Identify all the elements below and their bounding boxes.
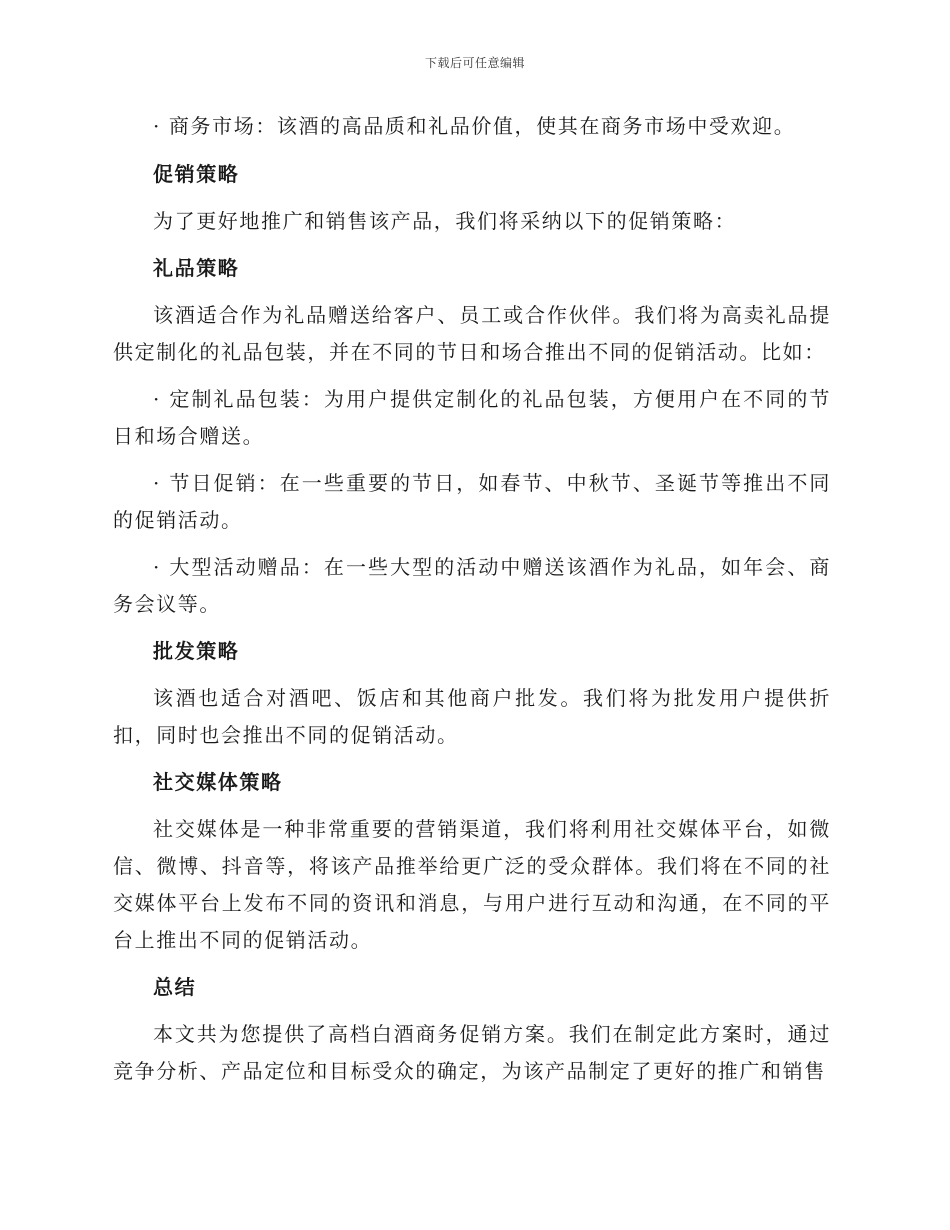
heading-wholesale-strategy: 批发策略 <box>153 639 240 663</box>
paragraph-holiday-promotion: · 节日促销：在一些重要的节日，如春节、中秋节、圣诞节等推出不同的促销活动。 <box>113 471 831 532</box>
heading-promotion-strategy: 促销策略 <box>153 162 240 186</box>
paragraph-event-gifts: · 大型活动赠品：在一些大型的活动中赠送该酒作为礼品，如年会、商务会议等。 <box>113 555 831 616</box>
paragraph-business-market: · 商务市场：该酒的高品质和礼品价值，使其在商务市场中受欢迎。 <box>153 114 796 138</box>
document-body <box>113 108 831 1090</box>
page-header: 下载后可任意编辑 <box>424 56 525 70</box>
paragraph-wholesale-strategy: 该酒也适合对酒吧、饭店和其他商户批发。我们将为批发用户提供折扣，同时也会推出不同的促销活动。 <box>113 686 831 747</box>
heading-summary: 总结 <box>153 975 197 999</box>
paragraph-summary: 本文共为您提供了高档白酒商务促销方案。我们在制定此方案时，通过竞争分析、产品定位和目标受众的确定，为该产品制定了更好的推广和销售 <box>113 1022 831 1083</box>
paragraph-promotion-intro: 为了更好地推广和销售该产品，我们将采纳以下的促销策略： <box>153 209 737 233</box>
heading-gift-strategy: 礼品策略 <box>153 256 240 280</box>
paragraph-gift-strategy: 该酒适合作为礼品赠送给客户、员工或合作伙伴。我们将为高卖礼品提供定制化的礼品包装，并在不同的节日和场合推出不同的促销活动。比如： <box>113 303 831 364</box>
paragraph-custom-packaging: · 定制礼品包装：为用户提供定制化的礼品包装，方便用户在不同的节日和场合赠送。 <box>113 387 831 448</box>
paragraph-social-media-strategy: 社交媒体是一种非常重要的营销渠道，我们将利用社交媒体平台，如微信、微博、抖音等，将该产品推举给更广泛的受众群体。我们将在不同的社交媒体平台上发布不同的资讯和消息，与用户进行互动和沟通，在不同的平台上推出不同的促销活动。 <box>113 817 831 952</box>
heading-social-media-strategy: 社交媒体策略 <box>153 770 283 794</box>
